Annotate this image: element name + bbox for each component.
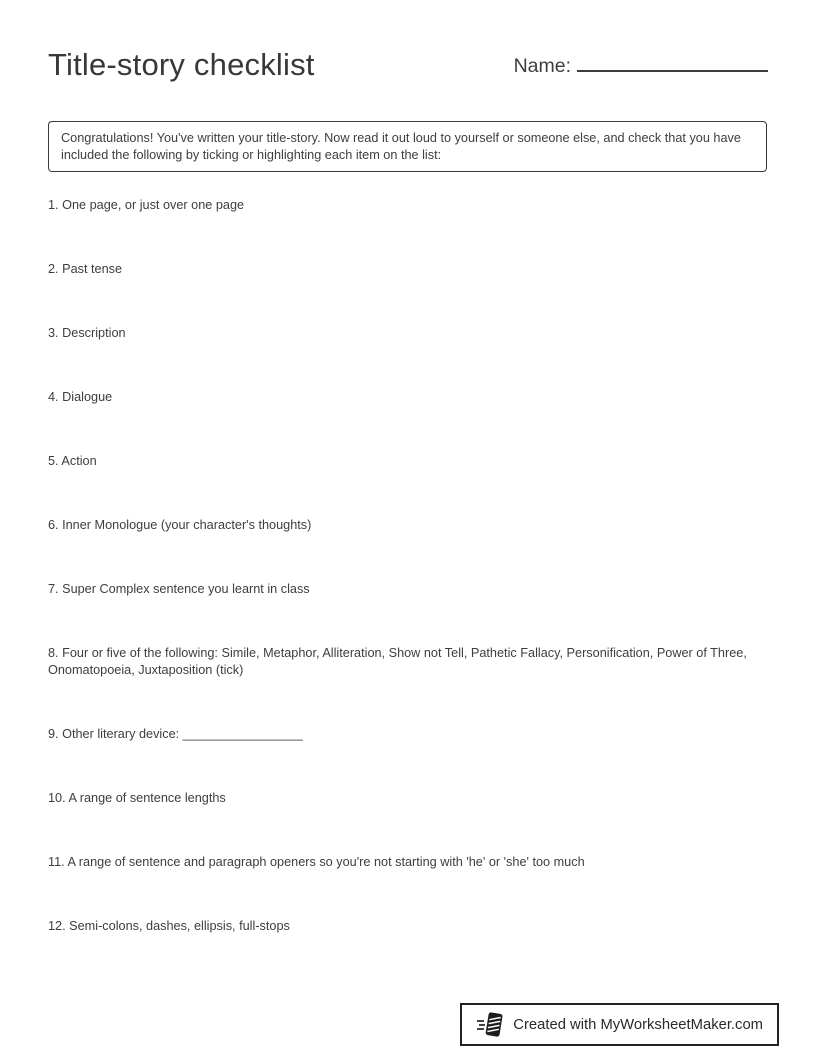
instructions-box <box>48 121 767 172</box>
checklist-item-8: 8. Four or five of the following: Simile, Metaphor, Alliteration, Show not Tell, Pathetic Fallacy, Personification, Power of Three, Onomatopoeia, Juxtaposition (tick) <box>48 646 747 677</box>
badge-text: Created with MyWorksheetMaker.com <box>513 1016 763 1033</box>
checklist-item-4: 4. Dialogue <box>48 390 113 404</box>
checklist-item-9: 9. Other literary device: _________________ <box>48 726 303 741</box>
flying-worksheet-icon <box>476 1010 504 1040</box>
checklist-item-1: 1. One page, or just over one page <box>48 198 245 212</box>
checklist-item-5: 5. Action <box>48 454 97 468</box>
checklist-item-7: 7. Super Complex sentence you learnt in class <box>48 582 310 596</box>
checklist-item-3: 3. Description <box>48 326 126 340</box>
name-field <box>514 50 768 78</box>
checklist-item-2: 2. Past tense <box>48 262 123 276</box>
checklist-item-10: 10. A range of sentence lengths <box>48 790 226 805</box>
checklist-item-11: 11. A range of sentence and paragraph openers so you're not starting with 'he' or 'she' too much <box>48 854 585 869</box>
name-blank-line <box>577 50 768 72</box>
instructions-text: Congratulations! You've written your title-story. Now read it out loud to yourself or someone else, and check that you have included the following by ticking or highlighting each item on the list: <box>61 131 741 162</box>
worksheet-maker-badge[interactable] <box>460 1003 779 1046</box>
page-title: Title-story checklist <box>48 47 315 82</box>
checklist-item-12: 12. Semi-colons, dashes, ellipsis, full-stops <box>48 918 290 933</box>
checklist <box>48 197 768 982</box>
name-label: Name: <box>513 55 571 77</box>
checklist-item-6: 6. Inner Monologue (your character's thoughts) <box>48 518 312 532</box>
worksheet-header <box>48 46 768 84</box>
